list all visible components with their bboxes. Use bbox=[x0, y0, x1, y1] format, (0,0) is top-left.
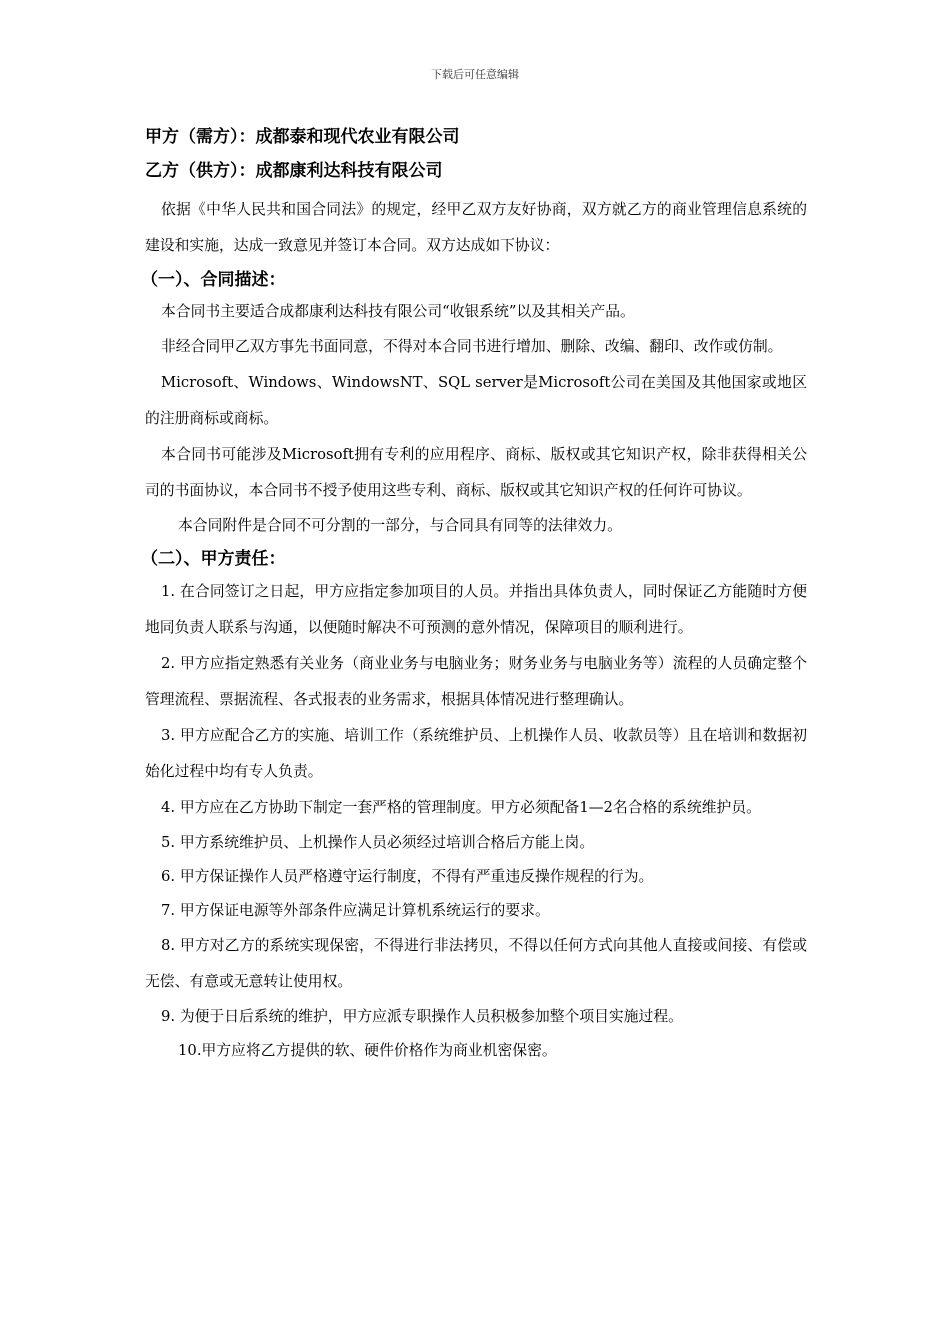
intro-paragraph: 依据《中华人民共和国合同法》的规定，经甲乙双方友好协商，双方就乙方的商业管理信息系统的建设和实施，达成一致意见并签订本合同。双方达成如下协议： bbox=[145, 201, 807, 254]
section-1-paragraph: 非经合同甲乙双方事先书面同意，不得对本合同书进行增加、删除、改编、翻印、改作或仿制。 bbox=[161, 338, 783, 355]
section-1-title: （一）、合同描述： bbox=[141, 270, 286, 290]
section-1-paragraph: 本合同附件是合同不可分割的一部分，与合同具有同等的法律效力。 bbox=[178, 517, 622, 534]
section-1-paragraph: 本合同书主要适合成都康利达科技有限公司“收银系统”以及其相关产品。 bbox=[161, 303, 635, 320]
contract-body bbox=[141, 124, 807, 1068]
responsibility-item: 4. 甲方应在乙方协助下制定一套严格的管理制度。甲方必须配备1—2名合格的系统维护员。 bbox=[161, 799, 761, 816]
party-b-line: 乙方（供方）：成都康利达科技有限公司 bbox=[145, 161, 443, 181]
section-1-paragraph: 本合同书可能涉及Microsoft拥有专利的应用程序、商标、版权或其它知识产权，除非获得相关公司的书面协议，本合同书不授予使用这些专利、商标、版权或其它知识产权的任何许可协议。 bbox=[145, 446, 807, 499]
responsibility-item: 1. 在合同签订之日起，甲方应指定参加项目的人员。并指出具体负责人，同时保证乙方能随时方便地同负责人联系与沟通，以便随时解决不可预测的意外情况，保障项目的顺利进行。 bbox=[145, 583, 807, 636]
party-a-line: 甲方（需方）：成都泰和现代农业有限公司 bbox=[145, 127, 460, 147]
responsibility-item: 8. 甲方对乙方的系统实现保密，不得进行非法拷贝，不得以任何方式向其他人直接或间接、有偿或无偿、有意或无意转让使用权。 bbox=[145, 937, 807, 990]
responsibility-item: 5. 甲方系统维护员、上机操作人员必须经过培训合格后方能上岗。 bbox=[161, 834, 595, 851]
responsibility-item: 6. 甲方保证操作人员严格遵守运行制度，不得有严重违反操作规程的行为。 bbox=[161, 868, 654, 885]
responsibility-item: 2. 甲方应指定熟悉有关业务（商业业务与电脑业务；财务业务与电脑业务等）流程的人员确定整个管理流程、票据流程、各式报表的业务需求，根据具体情况进行整理确认。 bbox=[145, 655, 807, 708]
responsibility-item: 7. 甲方保证电源等外部条件应满足计算机系统运行的要求。 bbox=[161, 902, 550, 919]
responsibility-item: 3. 甲方应配合乙方的实施、培训工作（系统维护员、上机操作人员、收款员等）且在培训和数据初始化过程中均有专人负责。 bbox=[145, 727, 807, 780]
responsibility-item: 9. 为便于日后系统的维护，甲方应派专职操作人员积极参加整个项目实施过程。 bbox=[161, 1008, 683, 1025]
responsibility-item: 10.甲方应将乙方提供的软、硬件价格作为商业机密保密。 bbox=[178, 1042, 557, 1059]
section-1-paragraph: Microsoft、Windows、WindowsNT、SQL server是Microsoft公司在美国及其他国家或地区的注册商标或商标。 bbox=[145, 374, 807, 427]
page-header: 下载后可任意编辑 bbox=[431, 68, 519, 81]
section-2-title: （二）、甲方责任： bbox=[141, 549, 286, 569]
